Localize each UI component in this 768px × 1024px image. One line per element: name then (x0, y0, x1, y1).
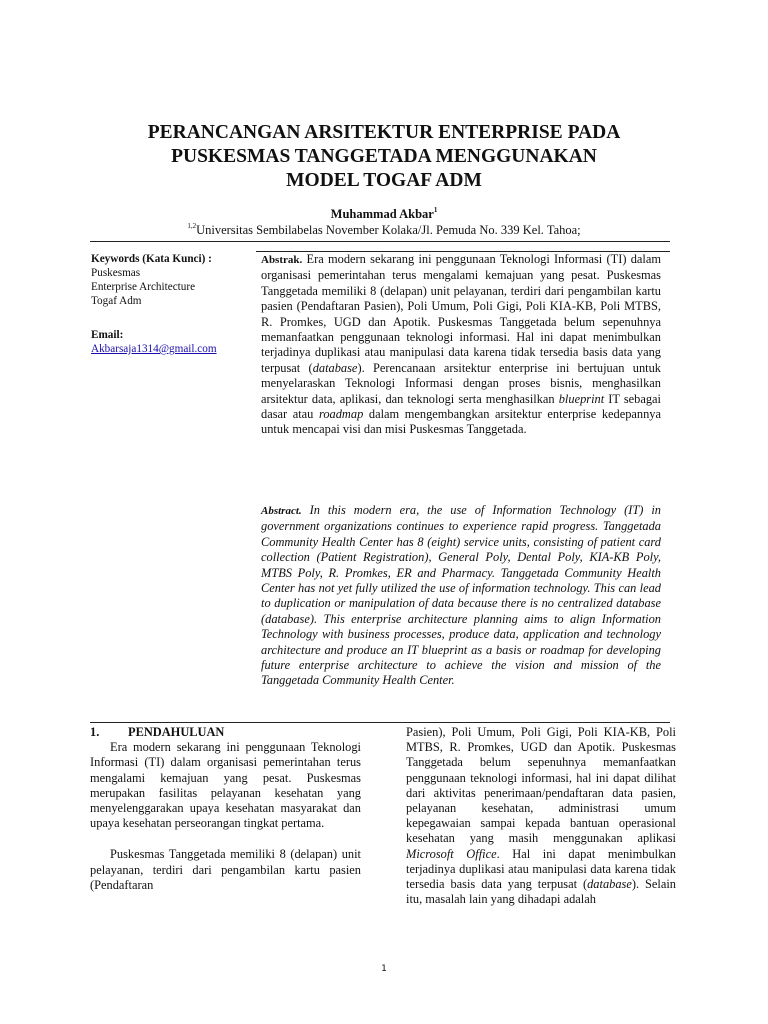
paragraph (406, 725, 676, 907)
paper-title (80, 121, 688, 193)
abstrak-text: ). Perencanaan arsitektur enterprise ini bertujuan untuk menyelaraskan Teknologi Informasi dengan proses bisnis, menghasilkan arsitektur data, aplikasi, dan teknologi serta menghasilkan (261, 360, 661, 406)
affiliation (0, 223, 768, 238)
abstrak-database: database (312, 360, 358, 375)
email-link[interactable]: Akbarsaja1314@gmail.com (91, 343, 217, 355)
affiliation-text: Universitas Sembilabelas November Kolaka/Jl. Pemuda No. 339 Kel. Tahoa; (196, 223, 581, 237)
affiliation-sup: 1,2 (187, 222, 197, 230)
database-term: database (587, 877, 632, 892)
abstrak-id (261, 252, 661, 438)
abstrak-label: Abstrak. (261, 254, 303, 266)
title-line-2: PUSKESMAS TANGGETADA MENGGUNAKAN (171, 146, 597, 167)
abstract-en (261, 503, 661, 689)
keywords-panel (91, 252, 246, 356)
abstract-text: In this modern era, the use of Information Technology (IT) in government organizations continues to experience rapid progress. Tanggetada Community Health Center has 8 (eight) service units, consisting of patient card collection (Patient Registration), General Poly, Dental Poly, KIA-KB Poly, MTBS Poly, R. Promkes, ER and Pharmacy. Tanggetada Community Health Center has not yet fully utilized the use of information technology. This can lead to duplication or manipulation of data because there is no centralized database (database). This enterprise architecture planning aims to align Information Technology with business processes, produce data, application and technology architecture and produce an IT blueprint as a basis or roadmap for developing future enterprise architecture to achieve the vision and mission of the Tanggetada Community Health Center. (261, 503, 661, 688)
body-column-right (406, 725, 676, 907)
abstrak-text: Era modern sekarang ini penggunaan Teknologi Informasi (TI) dalam organisasi pemerintahan terus mengalami kemajuan yang pesat. Puskesmas Tanggetada memiliki 8 (delapan) unit pelayanan, terdiri dari pengambilan kartu pasien (Pendaftaran Pasien), Poli Umum, Poli Gigi, Poli KIA-KB, Poli MTBS, R. Promkes, UGD dan Apotik. Puskesmas Tanggetada belum sepenuhnya memanfaatkan penggunaan teknologi informasi. Hal ini dapat menimbulkan terjadinya duplikasi atau manipulasi data karena tidak tersedia basis data yang terpusat ( (261, 252, 661, 375)
divider-top (90, 241, 670, 242)
paragraph: Era modern sekarang ini penggunaan Teknologi Informasi (TI) dalam organisasi pemerintahan terus mengalami kemajuan yang pesat. Puskesmas merupakan fasilitas pelayanan kesehatan yang menyelenggarakan upaya kesehatan masyarakat dan upaya kesehatan perseorangan tingkat pertama. (90, 740, 361, 831)
section-title: PENDAHULUAN (128, 725, 225, 739)
title-line-3: MODEL TOGAF ADM (286, 170, 482, 191)
author (0, 207, 768, 222)
keyword-item: Enterprise Architecture (91, 281, 196, 293)
abstrak-text: dalam mengembangkan arsitektur enterprise kedepannya untuk mencapai visi dan misi Puskesmas Tanggetada. (261, 407, 661, 437)
paragraph-text: Pasien), Poli Umum, Poli Gigi, Poli KIA-KB, Poli MTBS, R. Promkes, UGD dan Apotik. Puskesmas Tanggetada belum sepenuhnya memanfaatkan penggunaan teknologi informasi, hal ini dapat dilihat dari aktivitas penerimaan/pendaftaran data pasien, pelayanan kesehatan, administrasi umum kepegawaian sampai kepada bantuan operasional kesehatan yang masih menggunakan aplikasi (406, 725, 676, 846)
page-number: 1 (381, 964, 387, 974)
author-sup: 1 (433, 206, 438, 214)
section-number: 1. (90, 725, 100, 739)
author-name: Muhammad Akbar (330, 207, 434, 221)
microsoft-office-term: Microsoft Office (406, 846, 497, 861)
title-line-1: PERANCANGAN ARSITEKTUR ENTERPRISE PADA (147, 122, 621, 143)
keyword-item: Togaf Adm (91, 295, 142, 307)
abstract-label: Abstract. (261, 505, 302, 517)
abstrak-blueprint: blueprint (558, 391, 605, 406)
section-heading (90, 725, 361, 740)
divider-body (90, 722, 670, 723)
body-column-left (90, 725, 361, 893)
paragraph-text: ). Selain itu, masalah lain yang dihadapi adalah (406, 877, 676, 907)
abstrak-text: IT sebagai dasar atau (261, 391, 661, 422)
paragraph-text: . Hal ini dapat menimbulkan terjadinya duplikasi atau manipulasi data karena tidak tersedia basis data yang terpusat ( (406, 846, 676, 892)
abstrak-roadmap: roadmap (318, 407, 364, 422)
keyword-item: Puskesmas (91, 267, 141, 279)
email-label: Email: (91, 329, 124, 341)
paragraph: Puskesmas Tanggetada memiliki 8 (delapan) unit pelayanan, terdiri dari pengambilan kartu pasien (Pendaftaran (90, 847, 361, 892)
keywords-heading: Keywords (Kata Kunci) : (91, 253, 212, 265)
